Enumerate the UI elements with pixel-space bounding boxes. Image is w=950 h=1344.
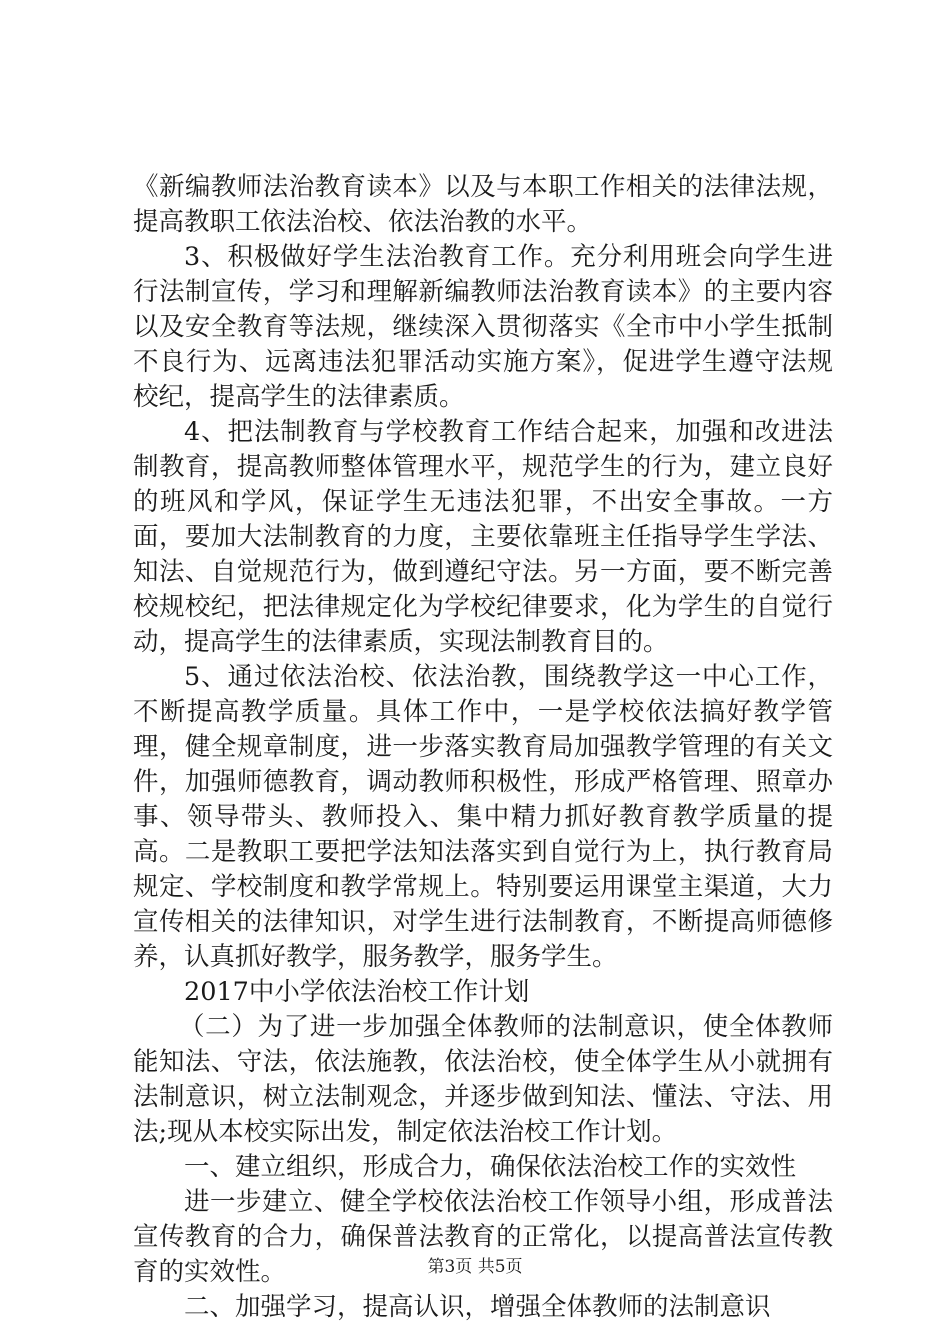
paragraph-item-5: 5、通过依法治校、依法治教，围绕教学这一中心工作，不断提高教学质量。具体工作中，一是学校依法搞好教学管理，健全规章制度，进一步落实教育局加强教学管理的有关文件，加强师德教育，调动教师积极性，形成严格管理、照章办事、领导带头、教师投入、集中精力抓好教育教学质量的提高。二是教职工要把学法知法落实到自觉行为上，执行教育局规定、学校制度和教学常规上。特别要运用课堂主渠道，大力宣传相关的法律知识，对学生进行法制教育，不断提高师德修养，认真抓好教学，服务教学，服务学生。 (133, 662, 833, 972)
document-body (133, 170, 833, 1325)
paragraph-continuation: 《新编教师法治教育读本》以及与本职工作相关的法律法规，提高教职工依法治校、依法治教的水平。 (133, 172, 833, 237)
page-number-footer: 第3页 共5页 (427, 1257, 523, 1277)
paragraph-item-3: 3、积极做好学生法治教育工作。充分利用班会向学生进行法制宣传，学习和理解新编教师法治教育读本》的主要内容以及安全教育等法规，继续深入贯彻落实《全市中小学生抵制不良行为、远离违法犯罪活动实施方案》，促进学生遵守法规校纪，提高学生的法律素质。 (133, 242, 833, 412)
paragraph-intro: （二）为了进一步加强全体教师的法制意识，使全体教师能知法、守法，依法施教，依法治校，使全体学生从小就拥有法制意识，树立法制观念，并逐步做到知法、懂法、守法、用法;现从本校实际出发，制定依法治校工作计划。 (133, 1012, 833, 1147)
heading-two: 二、加强学习，提高认识，增强全体教师的法制意识 (184, 1292, 771, 1322)
section-title: 2017中小学依法治校工作计划 (184, 977, 530, 1007)
heading-one: 一、建立组织，形成合力，确保依法治校工作的实效性 (184, 1152, 797, 1182)
paragraph-organization: 进一步建立、健全学校依法治校工作领导小组，形成普法宣传教育的合力，确保普法教育的正常化，以提高普法宣传教育的实效性。 (133, 1187, 833, 1287)
paragraph-item-4: 4、把法制教育与学校教育工作结合起来，加强和改进法制教育，提高教师整体管理水平，规范学生的行为，建立良好的班风和学风，保证学生无违法犯罪，不出安全事故。一方面，要加大法制教育的力度，主要依靠班主任指导学生学法、知法、自觉规范行为，做到遵纪守法。另一方面，要不断完善校规校纪，把法律规定化为学校纪律要求，化为学生的自觉行动，提高学生的法律素质，实现法制教育目的。 (133, 417, 833, 657)
